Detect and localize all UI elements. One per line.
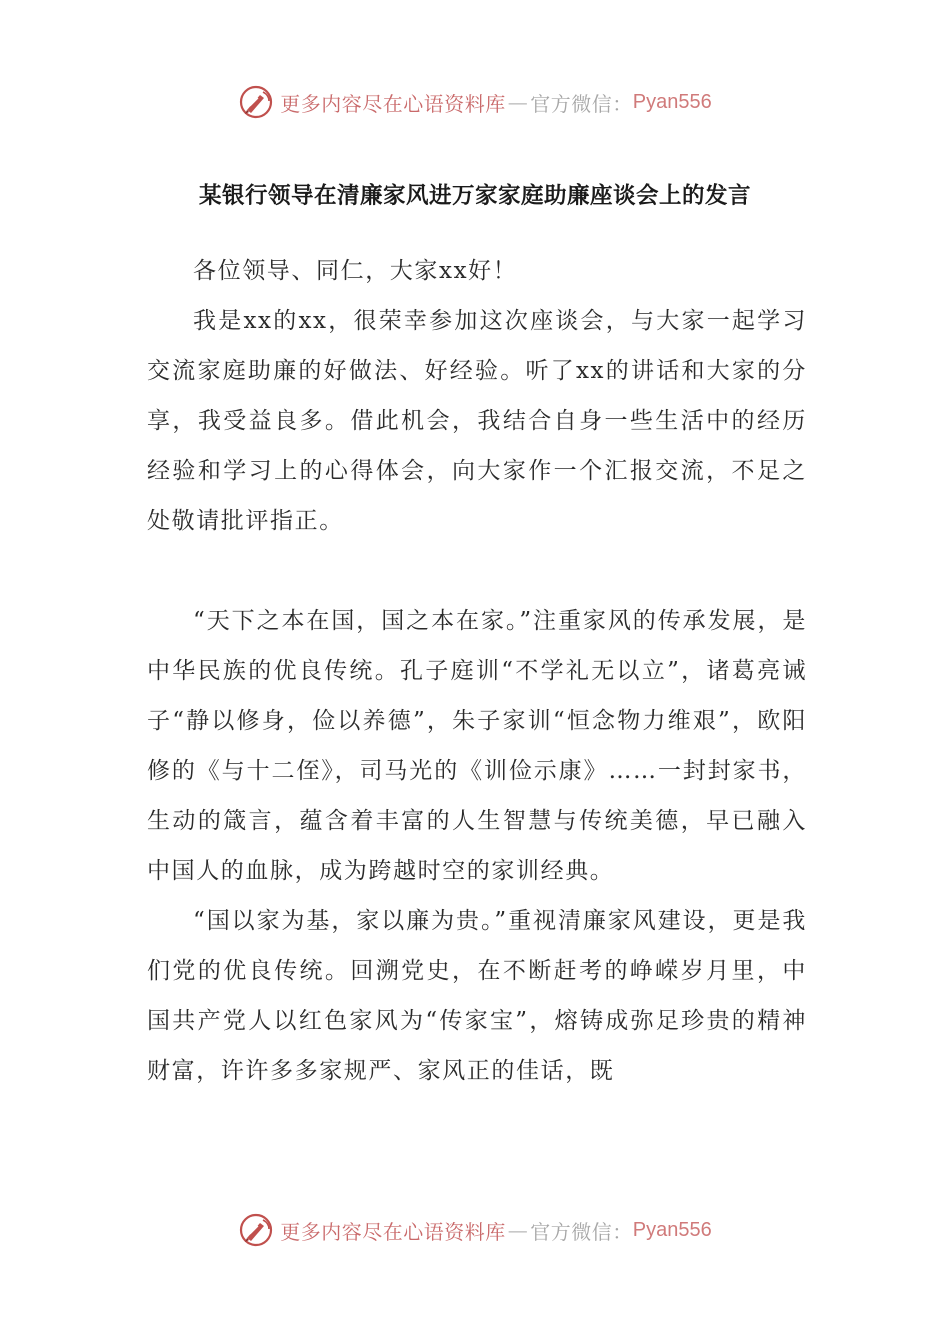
- paragraph-tradition: “天下之本在国，国之本在家。”注重家风的传承发展，是中华民族的优良传统。孔子庭训“不学礼无以立”，诸葛亮诫子“静以修身，俭以养德”，朱子家训“恒念物力维艰”，欧阳修的《与十二侄》，司马光的《训俭示康》……一封封家书，生动的箴言，蕴含着丰富的人生智慧与传统美德，早已融入中国人的血脉，成为跨越时空的家训经典。: [147, 608, 807, 884]
- paragraph-greeting: 各位领导、同仁，大家xx好！: [193, 258, 518, 284]
- watermark-label: 官方微信：: [530, 1219, 633, 1244]
- watermark-text: 更多内容尽在心语资料库: [280, 1219, 506, 1244]
- watermark-wechat-id: Pyan556: [632, 1218, 712, 1241]
- pen-nib-logo-icon: [238, 1212, 274, 1248]
- watermark-label: 官方微信：: [530, 91, 633, 116]
- pen-nib-logo-icon: [238, 84, 274, 120]
- watermark-text: 更多内容尽在心语资料库: [280, 91, 506, 116]
- watermark-dash: —: [507, 1218, 529, 1242]
- document-body: [147, 246, 807, 1096]
- paragraph-intro: 我是xx的xx，很荣幸参加这次座谈会，与大家一起学习交流家庭助廉的好做法、好经验。听了xx的讲话和大家的分享，我受益良多。借此机会，我结合自身一些生活中的经历经验和学习上的心得体会，向大家作一个汇报交流，不足之处敬请批评指正。: [147, 308, 807, 534]
- footer-watermark: [0, 1210, 950, 1250]
- watermark-wechat-id: Pyan556: [632, 90, 712, 113]
- document-title: 某银行领导在清廉家风进万家家庭助廉座谈会上的发言: [198, 183, 751, 209]
- header-watermark: [0, 82, 950, 122]
- paragraph-party: “国以家为基，家以廉为贵。”重视清廉家风建设，更是我们党的优良传统。回溯党史，在不断赶考的峥嵘岁月里，中国共产党人以红色家风为“传家宝”，熔铸成弥足珍贵的精神财富，许许多多家规严、家风正的佳话，既: [147, 908, 807, 1084]
- watermark-dash: —: [507, 90, 529, 114]
